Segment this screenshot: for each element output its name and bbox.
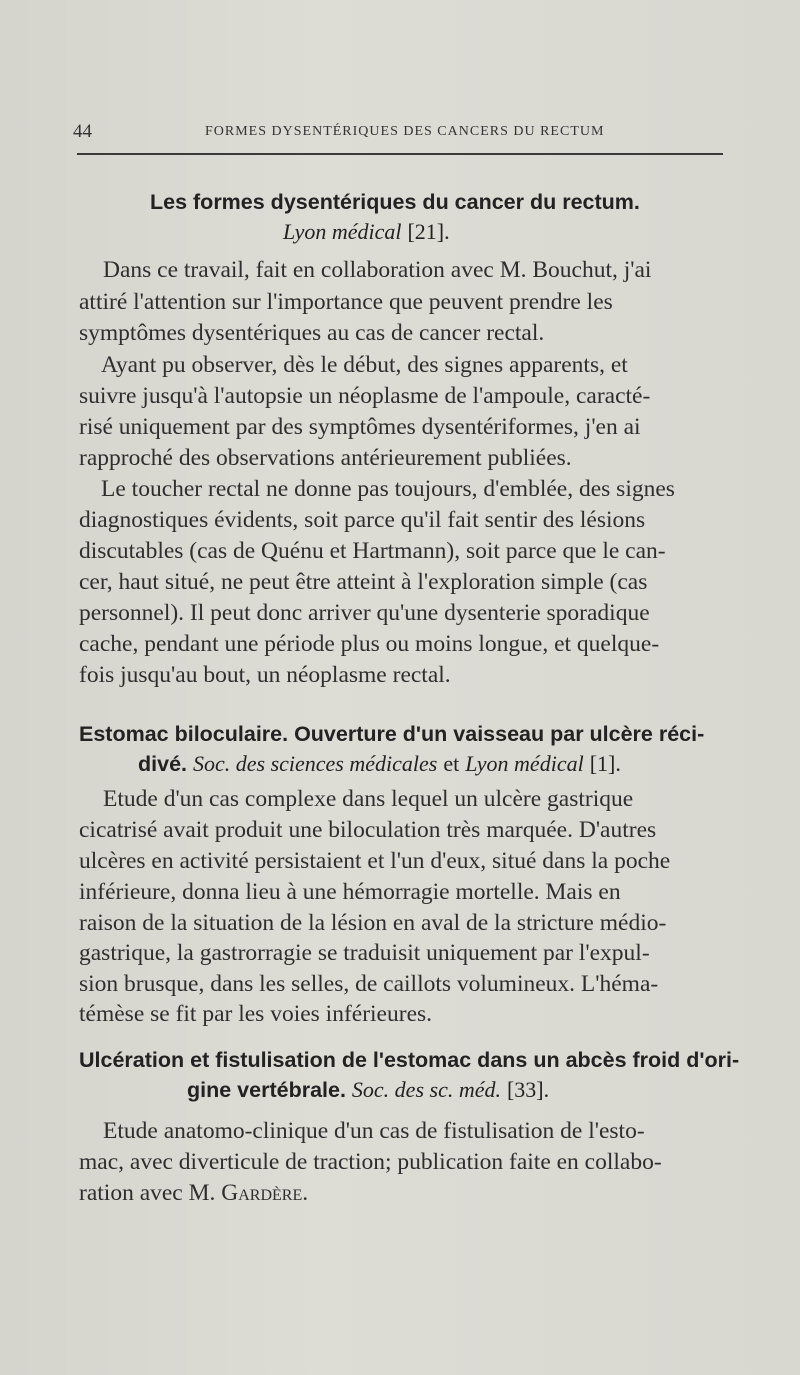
- section-1-line: suivre jusqu'à l'autopsie un néoplasme de l'ampoule, caracté-: [79, 383, 651, 409]
- section-1-line: risé uniquement par des symptômes dysentériformes, j'en ai: [79, 414, 641, 440]
- section-1-line: rapproché des observations antérieurement publiées.: [79, 445, 572, 471]
- section-2-line: ulcères en activité persistaient et l'un d'eux, situé dans la poche: [79, 848, 671, 874]
- section-2-title: Estomac biloculaire. Ouverture d'un vaisseau par ulcère réci-: [79, 722, 705, 746]
- page-header: [73, 121, 723, 143]
- section-3-title-cont: [187, 1077, 549, 1103]
- section-3-line: Etude anatomo-clinique d'un cas de fistulisation de l'esto-: [103, 1118, 645, 1144]
- section-2-line: sion brusque, dans les selles, de caillots volumineux. L'héma-: [79, 971, 659, 997]
- section-3-ref: [33].: [506, 1077, 550, 1102]
- page-number: 44: [73, 121, 92, 142]
- section-1-line: Le toucher rectal ne donne pas toujours, d'emblée, des signes: [101, 476, 675, 502]
- section-2-title-cont: [138, 751, 621, 777]
- header-rule: [77, 153, 723, 155]
- section-3-title: Ulcération et fistulisation de l'estomac dans un abcès froid d'ori-: [79, 1048, 740, 1072]
- section-2-line: Etude d'un cas complexe dans lequel un ulcère gastrique: [103, 786, 634, 812]
- section-2-line: inférieure, donna lieu à une hémorragie mortelle. Mais en: [79, 879, 621, 905]
- section-1-line: personnel). Il peut donc arriver qu'une dysenterie sporadique: [79, 600, 650, 626]
- section-1-line: Dans ce travail, fait en collaboration avec M. Bouchut, j'ai: [103, 257, 652, 283]
- section-2-line: témèse se fit par les voies inférieures.: [79, 1001, 433, 1027]
- author-name: Gardère.: [221, 1180, 309, 1206]
- section-1-source: Lyon médical: [283, 219, 402, 244]
- section-3-source: Soc. des sc. méd.: [351, 1077, 501, 1102]
- section-2-line: gastrique, la gastrorragie se traduisit uniquement par l'expul-: [79, 940, 650, 966]
- section-3-line-text: ration avec M.: [79, 1180, 216, 1206]
- section-1-line: attiré l'attention sur l'importance que peuvent prendre les: [79, 289, 613, 315]
- section-1-title: Les formes dysentériques du cancer du rectum.: [150, 190, 640, 214]
- section-2-ref: [1].: [589, 751, 621, 776]
- section-1-line: diagnostiques évidents, soit parce qu'il fait sentir des lésions: [79, 507, 646, 533]
- section-3-line: [79, 1180, 308, 1207]
- running-title: FORMES DYSENTÉRIQUES DES CANCERS DU RECTUM: [205, 124, 605, 139]
- section-1-ref: [21].: [407, 219, 450, 244]
- section-3-line: mac, avec diverticule de traction; publication faite en collabo-: [79, 1149, 662, 1175]
- section-2-source-a: Soc. des sciences médicales: [192, 751, 438, 776]
- section-1-line: cer, haut situé, ne peut être atteint à l'exploration simple (cas: [79, 569, 648, 595]
- section-1-line: Ayant pu observer, dès le début, des signes apparents, et: [101, 352, 628, 378]
- section-2-connector: et: [443, 751, 460, 776]
- section-2-line: cicatrisé avait produit une biloculation très marquée. D'autres: [79, 817, 657, 843]
- section-2-line: raison de la situation de la lésion en aval de la stricture médio-: [79, 910, 667, 936]
- section-3-title-end: gine vertébrale.: [187, 1078, 346, 1102]
- section-1-line: discutables (cas de Quénu et Hartmann), soit parce que le can-: [79, 538, 666, 564]
- section-2-source-b: Lyon médical: [465, 751, 584, 776]
- section-1-source-line: [283, 219, 450, 245]
- section-1-line: cache, pendant une période plus ou moins longue, et quelque-: [79, 631, 660, 657]
- section-1-line: fois jusqu'au bout, un néoplasme rectal.: [79, 662, 451, 688]
- section-2-title-end: divé.: [138, 752, 187, 776]
- section-1-line: symptômes dysentériques au cas de cancer rectal.: [79, 320, 545, 346]
